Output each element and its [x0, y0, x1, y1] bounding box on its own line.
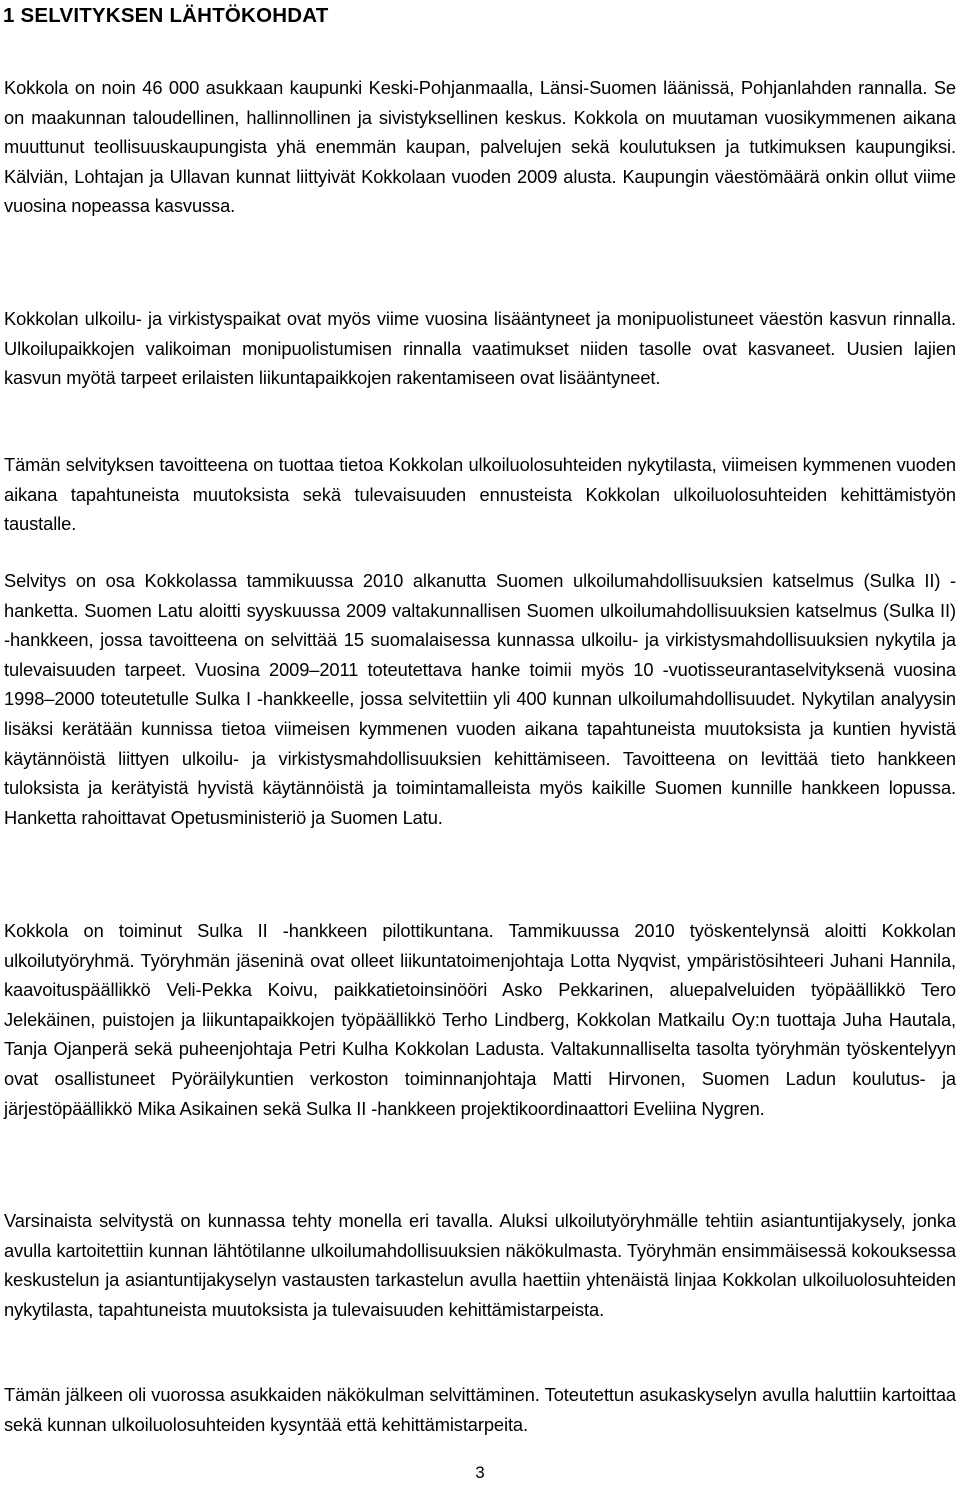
paragraph-working-group: Kokkola on toiminut Sulka II -hankkeen pilottikuntana. Tammikuussa 2010 työskentelynsä aloitti Kokkolan ulkoilutyöryhmä. Työryhmän jäseninä ovat olleet liikuntatoimenjohtaja Lotta Nyqvist, ympäristösihteeri Juhani Hannila, kaavoituspäällikkö Veli-Pekka Koivu, paikkatietoinsinööri Asko Pekkarinen, aluepalveluiden työpäällikkö Tero Jelekäinen, puistojen ja liikuntapaikkojen työpäällikkö Terho Lindberg, Kokkolan Matkailu Oy:n tuottaja Juha Hautala, Tanja Ojanperä sekä puheenjohtaja Petri Kulha Kokkolan Ladusta. Valtakunnalliselta tasolta työryhmän työskentelyyn ovat osallistuneet Pyöräilykuntien verkoston toiminnanjohtaja Matti Hirvonen, Suomen Ladun koulutus- ja järjestöpäällikkö Mika Asikainen sekä Sulka II -hankkeen projektikoordinaattori Eveliina Nygren.	[4, 920, 956, 1119]
paragraph-methods: Varsinaista selvitystä on kunnassa tehty monella eri tavalla. Aluksi ulkoilutyöryhmälle tehtiin asiantuntijakysely, jonka avulla kartoitettiin kunnan lähtötilanne ulkoilumahdollisuuksien näkökulmasta. Työryhmän ensimmäisessä kokouksessa keskustelun ja asiantuntijakyselyn vastausten tarkastelun avulla haettiin yhtenäistä linjaa Kokkolan ulkoiluolosuhteiden nykytilasta, tapahtuneista muutoksista ja tulevaisuuden kehittämistarpeista.	[4, 1210, 956, 1320]
paragraph-outdoor-places: Kokkolan ulkoilu- ja virkistyspaikat ovat myös viime vuosina lisääntyneet ja monipuolistuneet väestön kasvun rinnalla. Ulkoilupaikkojen valikoiman monipuolistumisen rinnalla vaatimukset niiden tasolle ovat kasvaneet. Uusien lajien kasvun myötä tarpeet erilaisten liikuntapaikkojen rakentamiseen ovat lisääntyneet.	[4, 308, 956, 389]
paragraph-resident-survey: Tämän jälkeen oli vuorossa asukkaiden näkökulman selvittäminen. Toteutettun asukaskyselyn avulla haluttiin kartoittaa sekä kunnan ulkoiluolosuhteiden kysyntää että kehittämistarpeita.	[4, 1384, 956, 1435]
section-heading: 1 SELVITYKSEN LÄHTÖKOHDAT	[3, 4, 329, 27]
paragraph-kokkola-intro: Kokkola on noin 46 000 asukkaan kaupunki Keski-Pohjanmaalla, Länsi-Suomen läänissä, Pohjanlahden rannalla. Se on maakunnan taloudellinen, hallinnollinen ja sivistyksellinen keskus. Kokkola on muutaman vuosikymmenen aikana muuttunut teollisuuskaupungista yhä enemmän kaupan, palvelujen sekä koulutuksen ja tutkimuksen kaupungiksi. Kälviän, Lohtajan ja Ullavan kunnat liittyivät Kokkolaan vuoden 2009 alusta. Kaupungin väestömäärä onkin ollut viime vuosina nopeassa kasvussa.	[4, 77, 956, 217]
page-number: 3	[475, 1463, 485, 1482]
paragraph-study-goal: Tämän selvityksen tavoitteena on tuottaa tietoa Kokkolan ulkoiluolosuhteiden nykytilasta, viimeisen kymmenen vuoden aikana tapahtuneista muutoksista sekä tulevaisuuden ennusteista Kokkolan ulkoiluolosuhteiden kehittämistyön taustalle.	[4, 454, 956, 535]
paragraph-sulka-project: Selvitys on osa Kokkolassa tammikuussa 2010 alkanutta Suomen ulkoilumahdollisuuksien katselmus (Sulka II) -hanketta. Suomen Latu aloitti syyskuussa 2009 valtakunnallisen Suomen ulkoilumahdollisuuksien katselmus (Sulka II) -hankkeen, jossa tavoitteena on selvittää 15 suomalaisessa kunnassa ulkoilu- ja virkistysmahdollisuuksien nykytila ja tulevaisuuden tarpeet. Vuosina 2009–2011 toteutettava hanke toimii myös 10 -vuotisseurantaselvityksenä vuosina 1998–2000 toteutetulle Sulka I -hankkeelle, jossa selvitettiin yli 400 kunnan ulkoilumahdollisuudet. Nykytilan analyysin lisäksi kerätään kunnissa tietoa viimeisen kymmenen vuoden aikana tapahtuneista muutoksista ja kuntien hyvistä käytännöistä liittyen ulkoilu- ja virkistysmahdollisuuksien kehittämiseen. Tavoitteena on levittää tieto hankkeen tuloksista ja kerätyistä hyvistä käytännöistä ja toimintamalleista myös kaikille Suomen kunnille hankkeen lopussa. Hanketta rahoittavat Opetusministeriö ja Suomen Latu.	[4, 570, 956, 828]
